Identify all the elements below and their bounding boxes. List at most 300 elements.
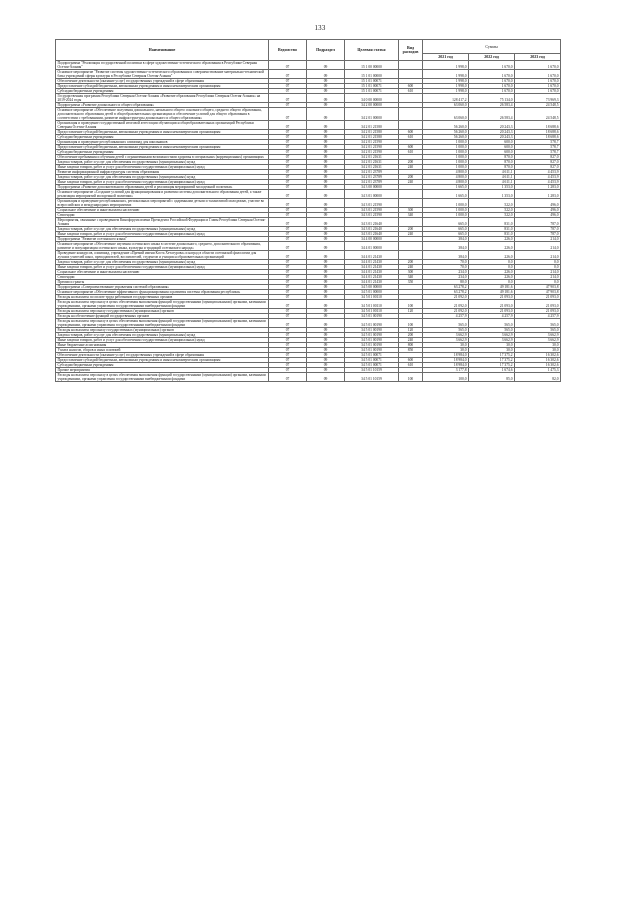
row-razdel: 09 [307,338,345,343]
row-vid [399,121,423,130]
row-razdel: 09 [307,227,345,232]
row-2021: 234,0 [423,270,469,275]
row-ved: 07 [269,300,307,309]
row-2023: 565,0 [515,328,561,333]
row-ved: 07 [269,295,307,300]
row-2022: 600,0 [469,140,515,145]
row-2021: 3 662,9 [423,333,469,338]
row-2021: 80,0 [423,280,469,285]
row-razdel: 09 [307,290,345,295]
row-statya: 34 2 01 21580 [345,135,399,140]
row-2023: 1 475,3 [515,368,561,373]
row-vid [399,70,423,79]
row-2022: 0,0 [469,280,515,285]
row-name: Расходы на выплаты по оплате труда работников государственных органов [56,295,269,300]
row-statya: 34 4 01 21430 [345,260,399,265]
row-ved: 07 [269,353,307,358]
row-vid: 120 [399,309,423,314]
row-name: Социальное обеспечение и иные выплаты населению [56,270,269,275]
row-statya: 34 5 01 00190 [345,338,399,343]
row-2021: 384,0 [423,237,469,242]
row-2022: 49 181,6 [469,290,515,295]
row-2021: 665,0 [423,218,469,227]
row-2022: 565,0 [469,319,515,328]
row-2023: 0,0 [515,280,561,285]
row-2023: 82,0 [515,373,561,382]
row-ved: 07 [269,70,307,79]
row-name: Закупка товаров, работ и услуг для обеспечения государственных (муниципальных) нужд [56,333,269,338]
row-2023: 1 670,0 [515,61,561,70]
row-razdel: 09 [307,150,345,155]
row-ved: 07 [269,180,307,185]
row-vid: 610 [399,150,423,155]
row-name: Стипендии [56,213,269,218]
row-2022: 30,0 [469,348,515,353]
row-2021: 18 984,0 [423,353,469,358]
row-razdel: 09 [307,285,345,290]
row-ved: 07 [269,319,307,328]
row-ved: 07 [269,150,307,155]
row-statya: 34 2 01 23789 [345,180,399,185]
row-ved: 07 [269,290,307,295]
row-ved: 07 [269,368,307,373]
row-name: Предоставление субсидий бюджетным, автономным учреждениям и иным некоммерческим организациям [56,84,269,89]
row-2022: 0,0 [469,260,515,265]
header-year-2021: 2021 год [423,54,469,61]
row-ved: 07 [269,190,307,199]
row-2023: 24 548,5 [515,103,561,108]
row-vid: 240 [399,232,423,237]
row-2023: 1 670,0 [515,84,561,89]
row-statya: 34 4 01 21430 [345,275,399,280]
row-2023: 4 453,9 [515,175,561,180]
row-2022: 1 670,0 [469,84,515,89]
row-vid: 800 [399,343,423,348]
row-statya: 34 3 00 00000 [345,185,399,190]
row-statya: 15 1 01 00000 [345,70,399,79]
header-vid: Вид расходов [399,40,423,61]
row-name: Иные бюджетные ассигнования [56,343,269,348]
row-2022: 20 243,3 [469,121,515,130]
row-2022: 1 670,0 [469,61,515,70]
row-razdel: 09 [307,218,345,227]
row-name: Мероприятия, связанные с проведением Кинофорума имени Президента Российской Федерации и Главы Республики Северная Осетия-Алания [56,218,269,227]
row-2022: 21 093,0 [469,300,515,309]
row-razdel: 09 [307,328,345,333]
row-razdel: 09 [307,170,345,175]
row-2021: 1 000,0 [423,165,469,170]
row-vid: 240 [399,165,423,170]
row-name: Государственная программа Республики Северная Осетия-Алания «Развитие образования Республики Северная Осетия-Алания» на 2019-2024 годы [56,94,269,103]
row-name: Предоставление субсидий бюджетным, автономным учреждениям и иным некоммерческим организациям [56,145,269,150]
row-statya: 15 1 01 00071 [345,79,399,84]
row-ved: 07 [269,199,307,208]
row-2023: 578,7 [515,150,561,155]
row-statya: 34 5 01 00190 [345,319,399,328]
row-2023: 21 093,0 [515,309,561,314]
row-statya: 34 2 01 21580 [345,130,399,135]
row-name: Организация и проведение республиканских олимпиад для школьников [56,140,269,145]
row-ved: 07 [269,213,307,218]
row-ved: 07 [269,232,307,237]
row-2023: 787,0 [515,227,561,232]
row-ved: 07 [269,260,307,265]
row-2022: 20 243,3 [469,130,515,135]
row-2021: 4 257,9 [423,314,469,319]
row-2022: 30,0 [469,343,515,348]
row-2023: 18 688,6 [515,135,561,140]
row-statya: 34 5 00 00000 [345,285,399,290]
header-name: Наименование [56,40,269,61]
row-2023: 214,0 [515,237,561,242]
row-2021: 1 665,0 [423,185,469,190]
row-2021: 1 998,0 [423,89,469,94]
row-statya: 34 5 01 00190 [345,348,399,353]
row-razdel: 09 [307,180,345,185]
row-name: Закупка товаров, работ и услуг для обеспечения государственных (муниципальных) нужд [56,260,269,265]
row-razdel: 09 [307,300,345,309]
row-ved: 07 [269,175,307,180]
row-2023: 1 670,0 [515,89,561,94]
row-vid: 100 [399,319,423,328]
row-2022: 1 670,0 [469,89,515,94]
row-2023: 496,0 [515,213,561,218]
row-vid: 100 [399,373,423,382]
row-name: Подпрограмма "Развитие осетинского языка" [56,237,269,242]
row-2023: 73 969,3 [515,94,561,103]
row-name: Проведение конкурсов, олимпиад, учреждение «Премий имени Коста Хетагурова» и наград в области осетинской филологии для лучших учителей школ, преподавателей, воспитателей, студентов и учащихся образовательных организаций [56,251,269,260]
row-ved: 07 [269,237,307,242]
row-2021: 1 998,0 [423,61,469,70]
header-ved: Ведомство [269,40,307,61]
row-2022: 4 611,1 [469,170,515,175]
row-razdel: 09 [307,348,345,353]
row-name: Стипендии [56,275,269,280]
row-2023: 24 548,5 [515,108,561,121]
row-2022: 85,0 [469,373,515,382]
row-2023: 565,0 [515,319,561,328]
row-2023: 47 903,8 [515,285,561,290]
row-2022: 226,0 [469,242,515,251]
row-vid: 600 [399,130,423,135]
row-statya: 34 5 01 00190 [345,333,399,338]
row-2023: 4 453,9 [515,180,561,185]
table-row [56,121,561,130]
table-row [56,61,561,70]
row-2023: 21 093,0 [515,300,561,309]
row-razdel: 09 [307,319,345,328]
row-2021: 665,0 [423,232,469,237]
row-name: Организация и проведение государственной итоговой аттестации обучающихся общеобразовательных организаций Республики Северная Осетия-Алания [56,121,269,130]
row-2022: 565,0 [469,328,515,333]
row-razdel: 09 [307,89,345,94]
budget-table [55,39,561,382]
row-2021: 4 800,0 [423,170,469,175]
row-2021: 56 260,0 [423,130,469,135]
row-razdel: 09 [307,145,345,150]
row-2021: 1 000,0 [423,140,469,145]
row-2021: 21 092,0 [423,309,469,314]
row-statya: 34 5 01 00071 [345,363,399,368]
row-name: Премии и гранты [56,280,269,285]
row-2023: 1 670,0 [515,79,561,84]
row-2023: 0,0 [515,260,561,265]
row-razdel: 09 [307,165,345,170]
row-razdel: 09 [307,368,345,373]
row-statya: 34 2 01 21590 [345,140,399,145]
row-razdel: 09 [307,237,345,242]
row-ved: 07 [269,348,307,353]
row-2021: 1 000,0 [423,160,469,165]
row-vid [399,94,423,103]
row-statya: 34 2 01 21631 [345,155,399,160]
row-ved: 07 [269,135,307,140]
row-vid: 340 [399,213,423,218]
row-vid: 600 [399,84,423,89]
row-2022: 17 375,2 [469,363,515,368]
row-razdel: 09 [307,208,345,213]
row-razdel: 09 [307,70,345,79]
row-2021: 63 060,0 [423,108,469,121]
row-name: Подпрограмма «Развитие дополнительного образования детей и реализация мероприятий молодежной политики» [56,185,269,190]
row-2021: 4 800,0 [423,180,469,185]
row-ved: 07 [269,84,307,89]
row-razdel: 09 [307,363,345,368]
table-header [56,40,561,61]
row-2022: 4 257,9 [469,314,515,319]
row-ved: 07 [269,373,307,382]
row-2021: 1 665,0 [423,190,469,199]
row-name: Субсидии бюджетным учреждениям [56,89,269,94]
row-name: Иные закупки товаров, работ и услуг для обеспечения государственных (муниципальных) нужд [56,232,269,237]
row-2021: 30,0 [423,348,469,353]
row-statya: 34 2 01 00000 [345,108,399,121]
header-statya: Целевая статья [345,40,399,61]
row-ved: 07 [269,61,307,70]
row-2021: 384,0 [423,251,469,260]
row-razdel: 09 [307,333,345,338]
table-body [56,61,561,382]
row-2021: 63 060,0 [423,103,469,108]
row-statya: 34 2 01 21631 [345,165,399,170]
row-2021: 1 998,0 [423,70,469,79]
row-vid: 600 [399,145,423,150]
row-2023: 1 670,0 [515,70,561,79]
row-2023: 827,0 [515,165,561,170]
row-2023: 18 688,6 [515,121,561,130]
row-ved: 07 [269,218,307,227]
row-razdel: 09 [307,155,345,160]
table-row [56,300,561,309]
row-2021: 665,0 [423,227,469,232]
row-2021: 3 662,9 [423,338,469,343]
row-2022: 870,0 [469,165,515,170]
table-row [56,199,561,208]
row-2023: 47 903,8 [515,290,561,295]
row-2022: 17 375,2 [469,358,515,363]
row-statya: 34 3 01 21590 [345,213,399,218]
row-2021: 1 000,0 [423,145,469,150]
row-2021: 1 998,0 [423,84,469,89]
row-razdel: 09 [307,160,345,165]
row-2021: 1 000,0 [423,199,469,208]
row-2022: 831,0 [469,227,515,232]
row-2021: 1 000,0 [423,150,469,155]
row-2022: 226,0 [469,237,515,242]
row-statya: 34 3 01 21590 [345,199,399,208]
row-2023: 496,0 [515,208,561,213]
row-2023: 1 283,0 [515,190,561,199]
table-row [56,70,561,79]
row-2022: 3 662,9 [469,338,515,343]
row-statya: 34 2 01 23789 [345,175,399,180]
row-statya: 34 5 01 00110 [345,295,399,300]
row-vid: 200 [399,260,423,265]
row-2022: 20 243,3 [469,135,515,140]
row-2022: 17 375,2 [469,353,515,358]
row-statya: 34 0 00 00000 [345,94,399,103]
row-ved: 07 [269,170,307,175]
row-razdel: 09 [307,175,345,180]
row-razdel: 09 [307,242,345,251]
row-name: Расходы на выплаты персоналу в целях обеспечения выполнения функций государственными (муниципальными) органами, казенными учреждениями, органами управления государственными внебюджетными фондами [56,319,269,328]
row-vid [399,190,423,199]
row-ved: 07 [269,242,307,251]
row-2021: 70,0 [423,265,469,270]
table-row [56,242,561,251]
row-2021: 18 984,0 [423,358,469,363]
row-name: Иные закупки товаров, работ и услуг для обеспечения государственных (муниципальных) нужд [56,180,269,185]
row-2022: 522,0 [469,208,515,213]
row-statya: 34 4 01 21430 [345,265,399,270]
row-ved: 07 [269,328,307,333]
row-vid [399,218,423,227]
row-2022: 26 583,4 [469,103,515,108]
row-2021: 565,0 [423,319,469,328]
row-2023: 1 283,0 [515,185,561,190]
row-2021: 30,0 [423,343,469,348]
row-2021: 1 998,0 [423,79,469,84]
row-vid: 200 [399,333,423,338]
row-razdel: 09 [307,270,345,275]
row-statya: 34 5 01 10159 [345,373,399,382]
row-razdel: 09 [307,260,345,265]
row-statya: 15 1 00 00000 [345,61,399,70]
row-name: Закупка товаров, работ и услуг для обеспечения государственных (муниципальных) нужд [56,227,269,232]
table-row [56,108,561,121]
row-name: Основное мероприятие «Обеспечение изучения осетинского языка в системе дошкольного, среднего, дополнительного образования, развитие и популяризация осетинского языка, культуры и традиций осетинского народа» [56,242,269,251]
header-year-2023: 2023 год [515,54,561,61]
row-vid: 610 [399,89,423,94]
row-ved: 07 [269,89,307,94]
row-vid: 100 [399,300,423,309]
row-vid: 850 [399,348,423,353]
row-razdel: 09 [307,79,345,84]
header-razdel: Подраздел [307,40,345,61]
row-2022: 522,0 [469,213,515,218]
row-ved: 07 [269,103,307,108]
row-razdel: 09 [307,213,345,218]
row-statya: 34 4 01 21430 [345,270,399,275]
row-name: Организация и проведение республиканских, региональных мероприятий с одаренными детьми и талантливой молодежью, участие во всероссийских и международных мероприятиях [56,199,269,208]
row-2021: 63 278,2 [423,290,469,295]
row-vid: 600 [399,358,423,363]
row-ved: 07 [269,338,307,343]
row-ved: 07 [269,79,307,84]
row-2022: 870,0 [469,155,515,160]
row-vid [399,251,423,260]
row-vid: 240 [399,180,423,185]
row-name: Развитие информационной инфраструктуры системы образования [56,170,269,175]
row-2022: 1 670,0 [469,79,515,84]
row-2023: 21 093,0 [515,295,561,300]
row-ved: 07 [269,140,307,145]
row-name: Подпрограмма "Реализация государственной политики в сфере художественно-эстетического образования в Республике Северная Осетия-Алания" [56,61,269,70]
row-2022: 831,0 [469,218,515,227]
row-vid: 200 [399,175,423,180]
row-2023: 214,0 [515,275,561,280]
row-name: Социальное обеспечение и иные выплаты населению [56,208,269,213]
row-name: Обеспечение пребывания и обучения детей с ограниченными возможностями здоровья в специальных (коррекционных) организациях [56,155,269,160]
row-razdel: 09 [307,130,345,135]
row-statya: 34 2 01 23789 [345,170,399,175]
row-statya: 34 3 01 21590 [345,208,399,213]
row-ved: 07 [269,343,307,348]
row-2022: 226,0 [469,270,515,275]
row-statya: 34 4 01 00000 [345,242,399,251]
row-2023: 30,0 [515,348,561,353]
row-ved: 07 [269,145,307,150]
row-2022: 226,0 [469,251,515,260]
row-statya: 34 4 01 21430 [345,280,399,285]
row-statya: 34 4 01 21430 [345,251,399,260]
row-ved: 07 [269,275,307,280]
row-vid [399,199,423,208]
row-ved: 07 [269,363,307,368]
row-2023: 787,0 [515,218,561,227]
row-2022: 1 674,6 [469,368,515,373]
row-name: Закупка товаров, работ и услуг для обеспечения государственных (муниципальных) нужд [56,160,269,165]
row-2022: 49 181,6 [469,285,515,290]
row-vid: 240 [399,265,423,270]
row-ved: 07 [269,280,307,285]
row-razdel: 09 [307,280,345,285]
row-name: Обеспечение деятельности (оказание услуг) государственных учреждений в сфере образования [56,79,269,84]
row-2022: 600,0 [469,150,515,155]
row-name: Прочие мероприятия [56,368,269,373]
row-ved: 07 [269,265,307,270]
row-vid: 340 [399,275,423,280]
row-vid [399,61,423,70]
row-name: Иные закупки товаров, работ и услуг для обеспечения государственных (муниципальных) нужд [56,265,269,270]
row-2023: 578,7 [515,145,561,150]
row-name: Уплата налогов, сборов и иных платежей [56,348,269,353]
row-2021: 70,0 [423,260,469,265]
row-2021: 234,0 [423,275,469,280]
row-2023: 496,0 [515,199,561,208]
row-name: Субсидии бюджетным учреждениям [56,150,269,155]
row-vid: 610 [399,135,423,140]
row-vid [399,242,423,251]
row-name: Расходы на выплаты персоналу в целях обеспечения выполнения функций государственными (муниципальными) органами, казенными учреждениями, органами управления государственными внебюджетными фондами [56,300,269,309]
row-razdel: 09 [307,358,345,363]
row-statya: 15 1 01 00071 [345,89,399,94]
row-ved: 07 [269,155,307,160]
row-statya: 34 5 01 00190 [345,328,399,333]
row-razdel: 09 [307,199,345,208]
row-2022: 21 093,0 [469,309,515,314]
row-2022: 831,0 [469,232,515,237]
